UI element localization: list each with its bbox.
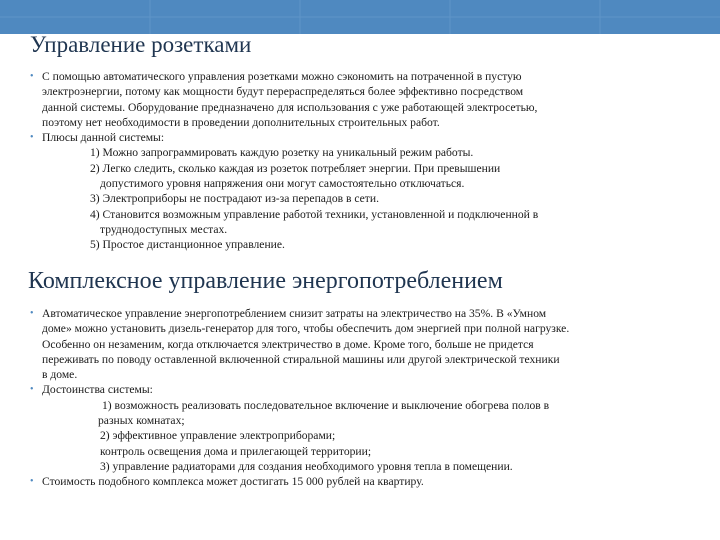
text-line: 3) управление радиаторами для создания необходимого уровня тепла в помещении.: [100, 459, 513, 473]
list-item: [30, 161, 700, 192]
list-item: [30, 237, 700, 252]
bullet-icon: •: [30, 132, 34, 144]
section2-bullet1: [30, 306, 700, 382]
bullet-icon: •: [30, 476, 34, 488]
section2-title: Комплексное управление энергопотреблением: [28, 268, 503, 294]
text-line: переживать по поводу оставленной включенной стиральной машины или другой электрической техники: [42, 352, 560, 366]
text-line: труднодоступных местах.: [100, 222, 228, 236]
text-line: 2) Легко следить, сколько каждая из розеток потребляет энергии. При превышении: [90, 161, 501, 175]
text-line: 5) Простое дистанционное управление.: [90, 238, 285, 252]
text-line: 1) возможность реализовать последовательное включение и выключение обогрева полов в: [102, 398, 550, 412]
section1-body: [30, 69, 700, 253]
banner-pattern: [0, 0, 720, 34]
text-line: Плюсы данной системы:: [42, 131, 165, 145]
text-line: поэтому нет необходимости в проведении дополнительных строительных работ.: [42, 115, 440, 129]
text-line: 4) Становится возможным управление работой техники, установленной и подключенной в: [90, 207, 539, 221]
text-line: 3) Электроприборы не пострадают из-за перепадов в сети.: [90, 192, 379, 206]
text-line: допустимого уровня напряжения они могут самостоятельно отключаться.: [100, 177, 465, 191]
text-line: электроэнергии, потому как мощности будут перераспределяться более эффективно посредством: [42, 85, 524, 99]
text-line: в доме.: [42, 368, 78, 382]
text-line: Особенно он незаменим, когда отключается электричество в доме. Кроме того, больше не придется: [42, 337, 534, 351]
text-line: С помощью автоматического управления розетками можно сэкономить на потраченной в пустую: [42, 70, 522, 83]
bullet-icon: •: [30, 308, 34, 319]
section2-bullet2: [30, 382, 700, 397]
list-item: [30, 207, 700, 238]
text-line: контроль освещения дома и прилегающей территории;: [100, 444, 372, 458]
section2-body: [30, 306, 700, 490]
list-item: [30, 191, 700, 206]
text-line: разных комнатах;: [98, 414, 185, 428]
section1-title: Управление розетками: [30, 32, 252, 57]
text-line: 2) эффективное управление электроприборами;: [100, 429, 336, 443]
bullet-icon: •: [30, 71, 34, 82]
list-item: [30, 444, 700, 459]
section1-bullet1: [30, 69, 700, 130]
text-line: 1) Можно запрограммировать каждую розетку на уникальный режим работы.: [90, 146, 474, 160]
text-line: Достоинства системы:: [42, 383, 153, 397]
text-line: доме» можно установить дизель-генератор для того, чтобы обеспечить дом энергией при полной нагрузке.: [42, 322, 570, 336]
bullet-icon: •: [30, 384, 34, 396]
text-line: Автоматическое управление энергопотреблением снизит затраты на электричество на 35%. В «Умном: [42, 307, 547, 320]
list-item: [30, 459, 700, 474]
text-line: данной системы. Оборудование предназначено для использования с уже работающей электросетью,: [42, 100, 538, 114]
section2-bullet3: [30, 474, 700, 489]
list-item: [30, 428, 700, 443]
text-line: Стоимость подобного комплекса может достигать 15 000 рублей на квартиру.: [42, 475, 424, 489]
section1-bullet2: [30, 130, 700, 145]
list-item: [30, 145, 700, 160]
list-item: [30, 398, 700, 429]
